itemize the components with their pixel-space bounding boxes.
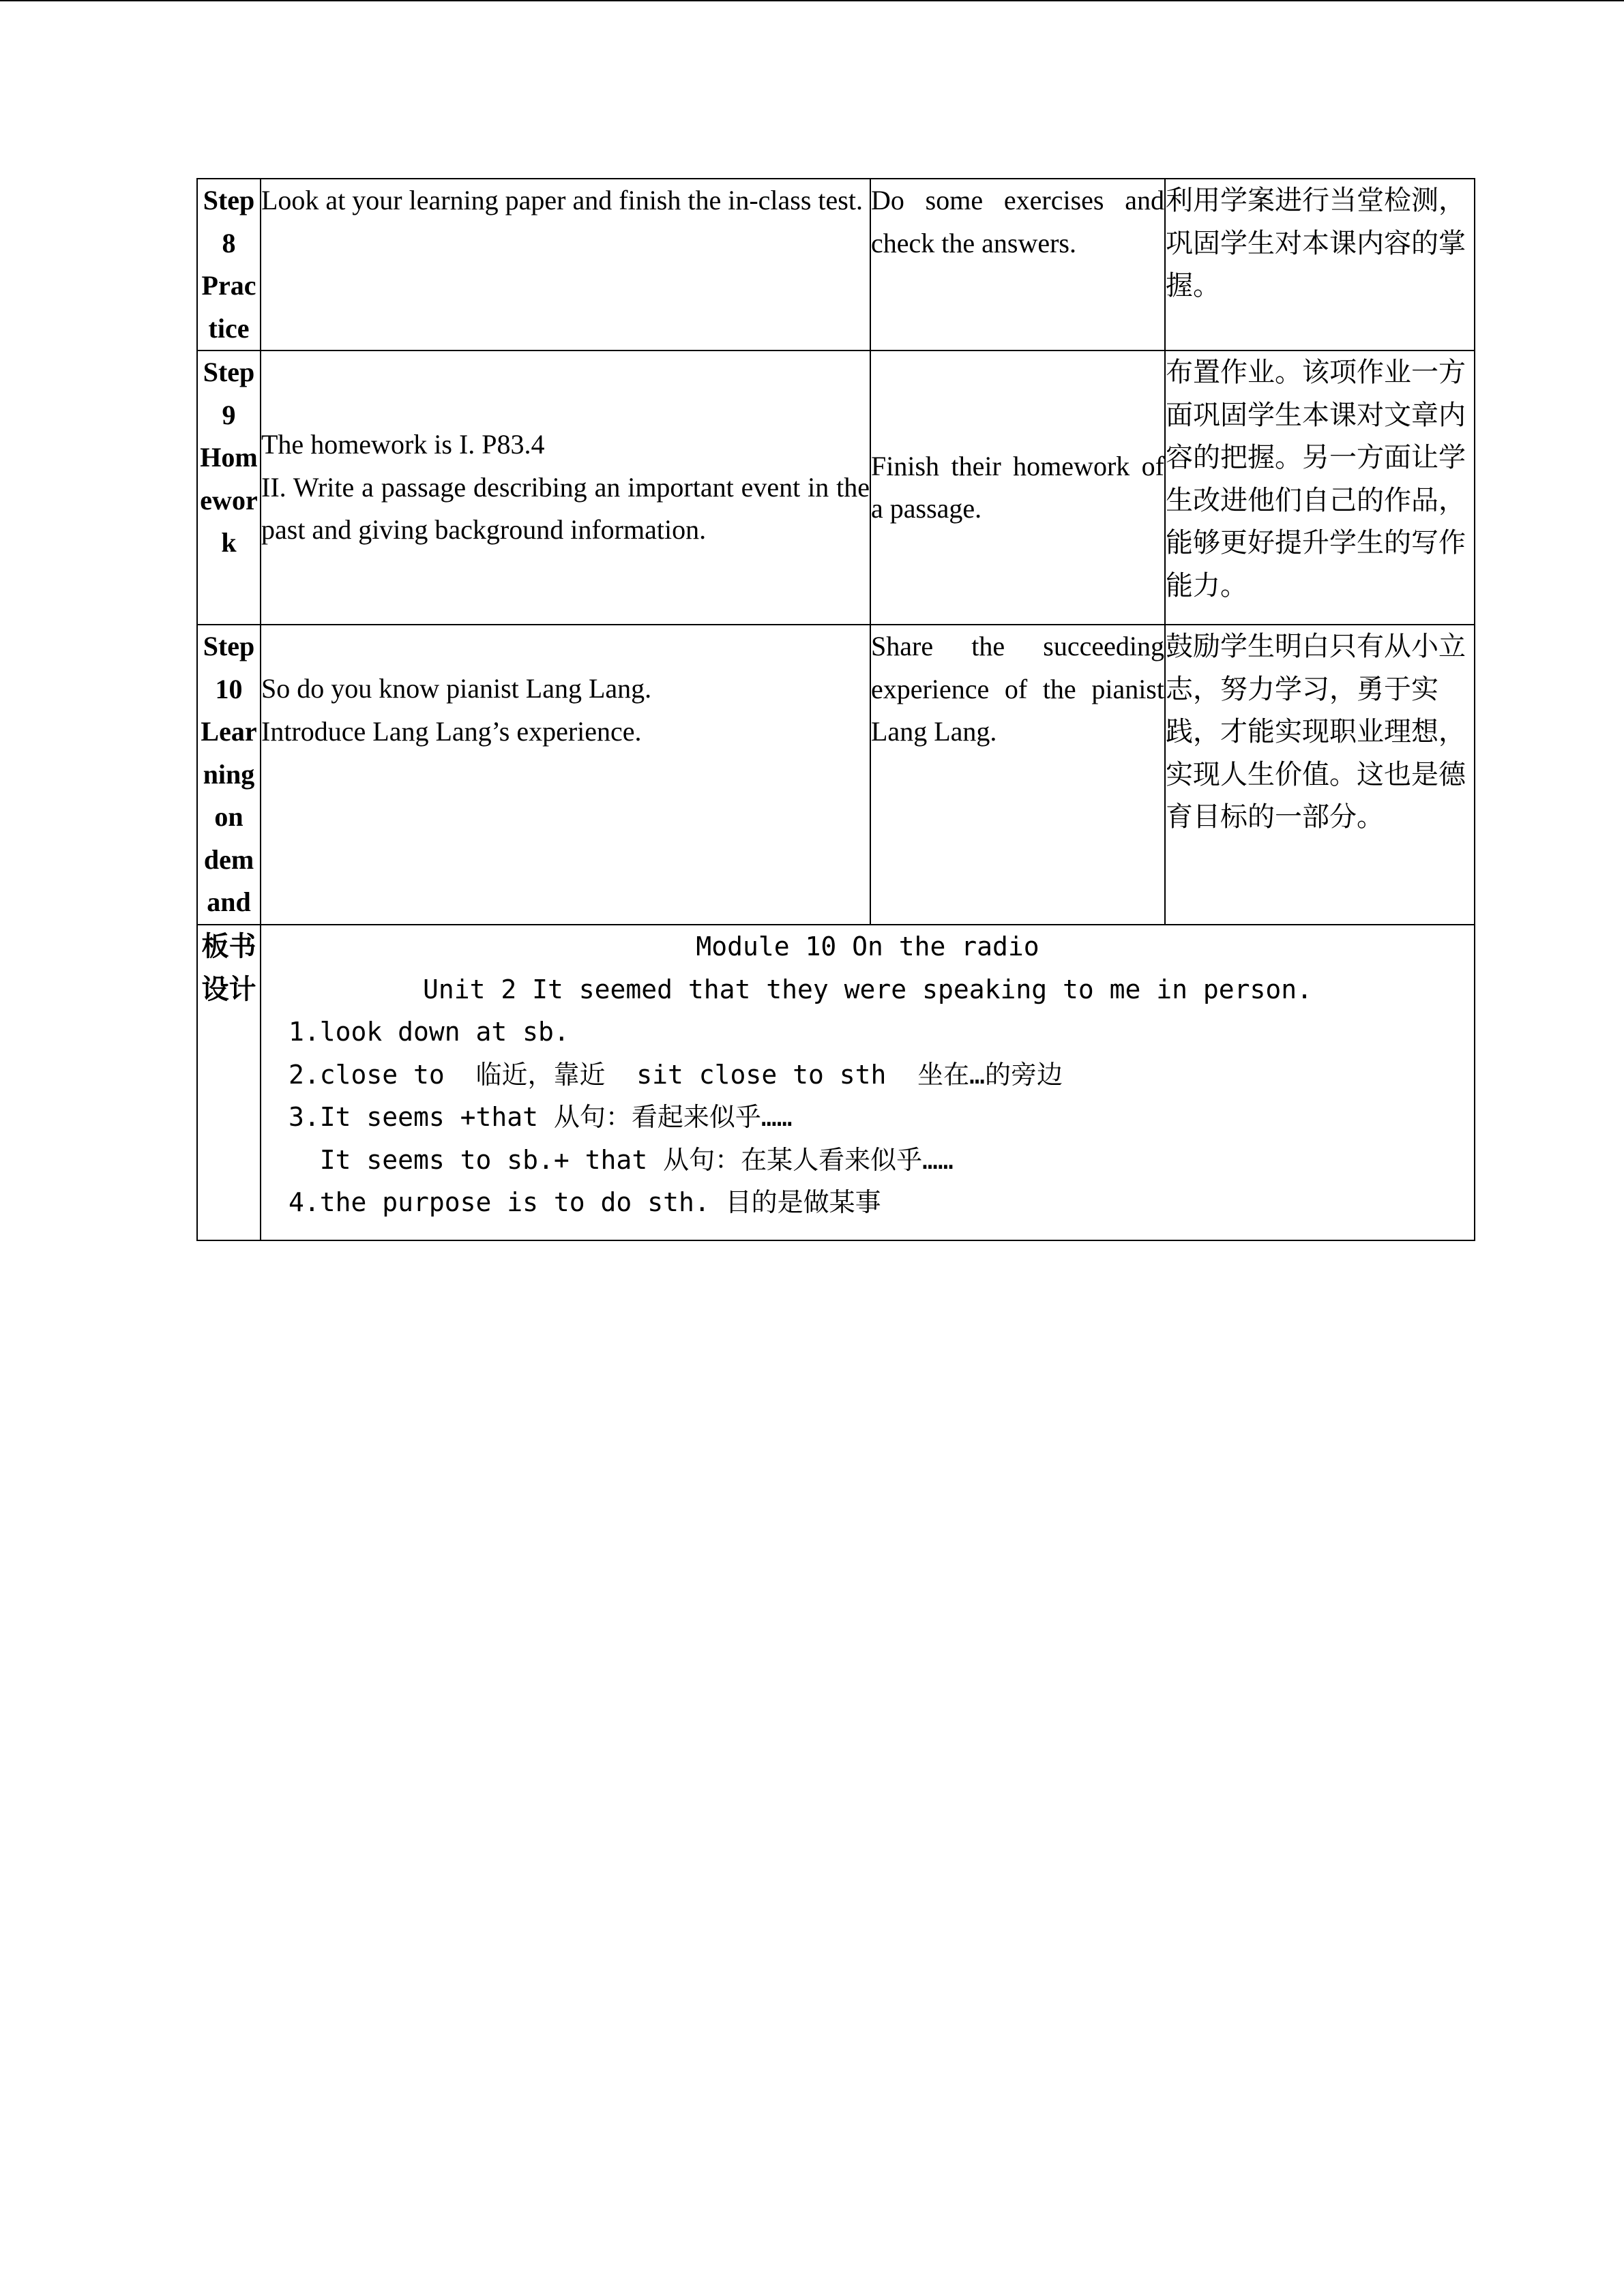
step-label-line: Step [203,631,255,661]
step-label-line: 9 [222,399,236,430]
design-purpose-text: 巩固学生对本课内容的掌握。 [1166,227,1466,301]
step-label-line: ning [203,758,255,790]
teacher-activity-cell [261,625,870,925]
step-label-line: tice [208,312,250,344]
step-label-line: Step [203,357,255,387]
board-item: 1.look down at sb. [289,1017,570,1047]
board-content-cell [261,925,1475,1240]
step-label-line: 10 [215,673,243,704]
board-item: 2.close to 临近，靠近 sit close to sth 坐在…的旁边 [289,1059,1063,1090]
board-subtitle: Unit 2 It seemed that they were speaking to me in person. [422,974,1313,1004]
design-purpose-text: 鼓励学生明白只有从小立志，努力学习，勇于实践，才能实现职业理想，实现人生价值。这也是德育目标的一部分。 [1166,631,1466,833]
teacher-activity-text: Look at your learning paper and finish the in-class test. [261,185,863,215]
teacher-activity-cell [261,179,870,351]
step-label-cell [197,625,261,925]
page-top-rule [0,0,1624,1]
board-item: It seems to sb.+ that 从句：在某人看来似乎…… [289,1144,954,1175]
table-row-blackboard-design [197,925,1475,1240]
teacher-activity-text: The homework is I. P83.4 [261,429,545,460]
step-label-line: Step [203,185,255,215]
step-label-line: dem [203,844,254,875]
design-purpose-cell [1165,179,1475,351]
board-label-cell [197,925,261,1240]
step-label-line: 8 [222,227,236,258]
step-label-line: on [214,801,243,832]
step-label-line: Prac [201,270,256,301]
student-activity-text: Share the succeeding experience of the pianist Lang Lang. [871,631,1164,747]
student-activity-text: Do some exercises and check the answers. [871,185,1164,258]
teacher-activity-text: So do you know pianist Lang Lang. [261,673,652,704]
student-activity-cell [870,625,1165,925]
step-label-line: ewor [200,484,258,516]
design-purpose-text: 布置作业。该项作业一方面巩固学生本课对文章内容的把握。另一方面让学生改进他们自己的作品，能够更好提升学生的写作能力。 [1166,357,1466,601]
design-purpose-cell [1165,351,1475,625]
board-label-line: 设计 [201,973,256,1005]
board-item: 3.It seems +that 从句：看起来似乎…… [289,1102,793,1132]
step-label-line: and [207,886,251,917]
student-activity-cell [870,351,1165,625]
teacher-activity-text: II. Write a passage describing an important event in the past and giving background information. [261,471,870,546]
student-activity-cell [870,179,1165,351]
table-row-step-10 [197,625,1475,925]
step-label-cell [197,179,261,351]
student-activity-text: Finish their homework of a passage. [871,450,1164,524]
teacher-activity-text: Introduce Lang Lang’s experience. [261,715,642,747]
board-title: Module 10 On the radio [696,931,1039,961]
table-row-step-9 [197,351,1475,625]
teacher-activity-cell [261,351,870,625]
board-label-line: 板书 [201,931,256,962]
step-label-line: Hom [200,442,258,473]
table-row-step-8 [197,179,1475,351]
lesson-plan-table [196,178,1475,1241]
step-label-cell [197,351,261,625]
board-item: 4.the purpose is to do sth. 目的是做某事 [289,1187,881,1217]
step-label-line: Lear [201,716,257,747]
step-label-line: k [221,527,237,558]
design-purpose-text: 利用学案进行当堂检测， [1166,185,1466,216]
design-purpose-cell [1165,625,1475,925]
